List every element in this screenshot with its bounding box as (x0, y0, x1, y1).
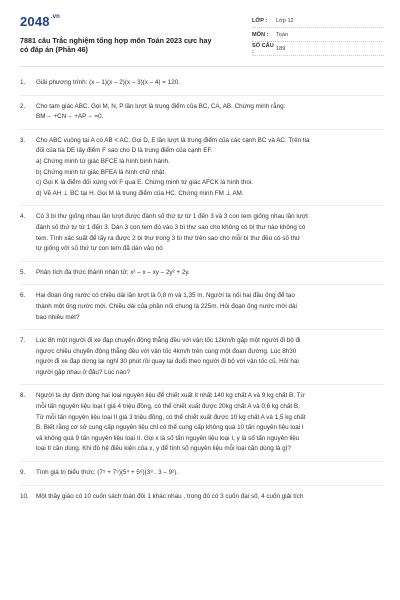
meta-row-subject (252, 28, 384, 42)
question-item (20, 268, 384, 279)
question-text-line: và không quá 9 tấn nguyên liệu loại II. Gọi x là số tấn nguyên liệu loại I, y là số tấn nguyên liệu (36, 434, 300, 442)
meta-value: Toán (276, 31, 289, 38)
question-text-line: Phân tích đa thức thành nhân tử: x² – x – xy – 2y² + 2y. (36, 268, 190, 276)
question-text-line: bao nhiêu mét? (36, 313, 80, 321)
question-item (20, 78, 384, 89)
question-text-line: Tính giá trị biểu thức: (7⁵ + 7⁹)(5⁴ + 5⁶)(3⁸ . 3 – 9²). (36, 469, 179, 477)
question-number: 5. (20, 268, 26, 276)
question-divider (20, 329, 384, 330)
question-number: 4. (20, 213, 26, 221)
site-logo[interactable] (20, 14, 60, 29)
question-text-line: b) Chứng minh tứ giác BFEA là hình chữ nhật. (36, 168, 166, 176)
question-list (20, 78, 384, 502)
question-number: 6. (20, 292, 26, 300)
question-item (20, 492, 384, 503)
question-number: 10. (20, 492, 29, 500)
question-text-line: BM→ +CN→ +AP→ =0. (36, 113, 104, 121)
question-item (20, 291, 384, 323)
question-text-line: Người ta dự định dùng hai loại nguyên liệu để chiết xuất ít nhất 140 kg chất A và 9 kg chất B. Từ (36, 392, 305, 400)
title-line-2: có đáp án (Phần 46) (20, 45, 88, 54)
meta-info (252, 14, 384, 56)
logo-suffix: .vn (50, 14, 61, 20)
question-text-line: Một thầy giáo có 10 cuốn sách toán đôi 1 khác nhau , trong đó có 3 cuốn đại số, 4 cuốn giải tích (36, 492, 304, 500)
question-text-line: Từ mỗi tấn nguyên liệu loại II giá 3 triệu đồng, có thể chiết xuất được 10 kg chất A và 1,5 kg chất (36, 413, 306, 421)
question-text-line: Cho tam giác ABC. Gọi M, N, P lần lượt là trung điểm của BC, CA, AB. Chứng minh rằng: (36, 102, 286, 110)
question-item (20, 468, 384, 479)
meta-label: LỚP : (252, 17, 268, 24)
question-text-line: thành một ống nước mới. Chiều dài của phần nối chung là 225m. Hỏi đoạn ống nước mới dài (36, 302, 297, 310)
question-divider (20, 485, 384, 486)
question-divider (20, 261, 384, 262)
question-text-line: loại II cần dùng. Khi đó hệ điều kiện của x, y để tính số nguyên liệu mỗi loại cần dùng là gì? (36, 445, 291, 453)
question-text-line: Lúc 8h một người đi xe đạp chuyển động thẳng đều với vận tốc 12km/h gặp một người đi bộ đi (36, 337, 301, 345)
question-text-line: Hai đoạn ống nước có chiều dài lần lượt là 0,8 m và 1,35 m. Người ta nối hai đầu ống để tạo (36, 292, 295, 300)
question-number: 9. (20, 469, 26, 477)
meta-label: SỐ CÂU : (252, 42, 274, 55)
question-number: 2. (20, 102, 26, 110)
meta-value: 189 (276, 45, 286, 52)
question-text-line: a) Chứng minh tứ giác BFCE là hình bình hành. (36, 157, 170, 165)
question-text-line: người đi xe đạp dừng lại nghỉ 30 phút rồi quay lại đuổi theo người đi bộ với vận tốc cũ. Hỏi hai (36, 358, 299, 366)
question-item (20, 102, 384, 123)
page-header (20, 14, 384, 62)
question-text-line: c) Gọi K là điểm đối xứng với F qua E. Chứng minh tứ giác AFCK là hình thoi. (36, 179, 253, 187)
question-divider (20, 461, 384, 462)
question-text-line: tự giống với số thứ tự con tem đã dán vào nó (36, 245, 163, 253)
question-item (20, 336, 384, 378)
question-divider (20, 129, 384, 130)
meta-row-grade (252, 14, 384, 28)
question-item (20, 391, 384, 455)
question-text-line: tem. Tính xác suất để lấy ra được 2 bì thư trong 3 bì thư trên sao cho mỗi bì thư đều có số thứ (36, 234, 301, 242)
question-text-line: người gặp nhau ở đâu? Lúc nào? (36, 368, 131, 376)
title-line-1: 7881 câu Trắc nghiệm tổng hợp môn Toán 2023 cực hay (20, 36, 212, 45)
question-text-line: Có 3 bi thư giống nhau lần lượt được đánh số thứ tự từ 1 đến 3 và 3 con tem giống nhau lần lượt (36, 213, 308, 221)
meta-label: MÔN : (252, 31, 269, 38)
question-divider (20, 384, 384, 385)
page-title (20, 36, 235, 54)
logo-main: 2048 (20, 14, 50, 29)
question-number: 1. (20, 79, 26, 86)
question-text-line: d) Vẽ AH ⊥ BC tại H. Gọi M là trung điểm của HC. Chứng minh FM ⊥ AM. (36, 189, 244, 197)
question-item (20, 136, 384, 200)
question-text-line: ngược chiều chuyển động thẳng đều với vận tốc 4km/h trên cùng một đoạn đường. Lúc 8h30 (36, 347, 297, 355)
question-text-line: mỗi tấn nguyên liệu loại I giá 4 triệu đồng, có thể chiết xuất được 20kg chất A và 0,6 kg chất B. (36, 403, 300, 411)
question-divider (20, 95, 384, 96)
question-divider (20, 205, 384, 206)
meta-row-count (252, 42, 384, 56)
question-number: 8. (20, 392, 26, 400)
question-item (20, 212, 384, 254)
question-number: 7. (20, 337, 26, 345)
header-divider (20, 66, 384, 67)
meta-value: Lớp 12 (276, 17, 294, 24)
question-text-line: đối của tia DE lấy điểm F sao cho D là trung điểm của cạnh EF. (36, 147, 213, 155)
question-divider (20, 284, 384, 285)
question-text-line: B. Biết rằng cơ sở cung cấp nguyên liệu chỉ có thể cung cấp không quá 10 tấn nguyên liệu loại I (36, 424, 304, 432)
question-text-line: Cho ABC vuông tại A có AB < AC. Gọi D, E lần lượt là trung điểm của các cạnh BC và AC. Trên tia (36, 136, 310, 144)
question-number: 3. (20, 136, 26, 144)
question-text-line: đánh số thứ tự từ 1 đến 3. Dán 3 con tem đó vào 3 bì thư sao cho không có bì thư nào không có (36, 223, 306, 231)
question-text-line: Giải phương trình: (x – 1)(x – 2)(x – 3)(x – 4) = 120. (36, 79, 180, 86)
